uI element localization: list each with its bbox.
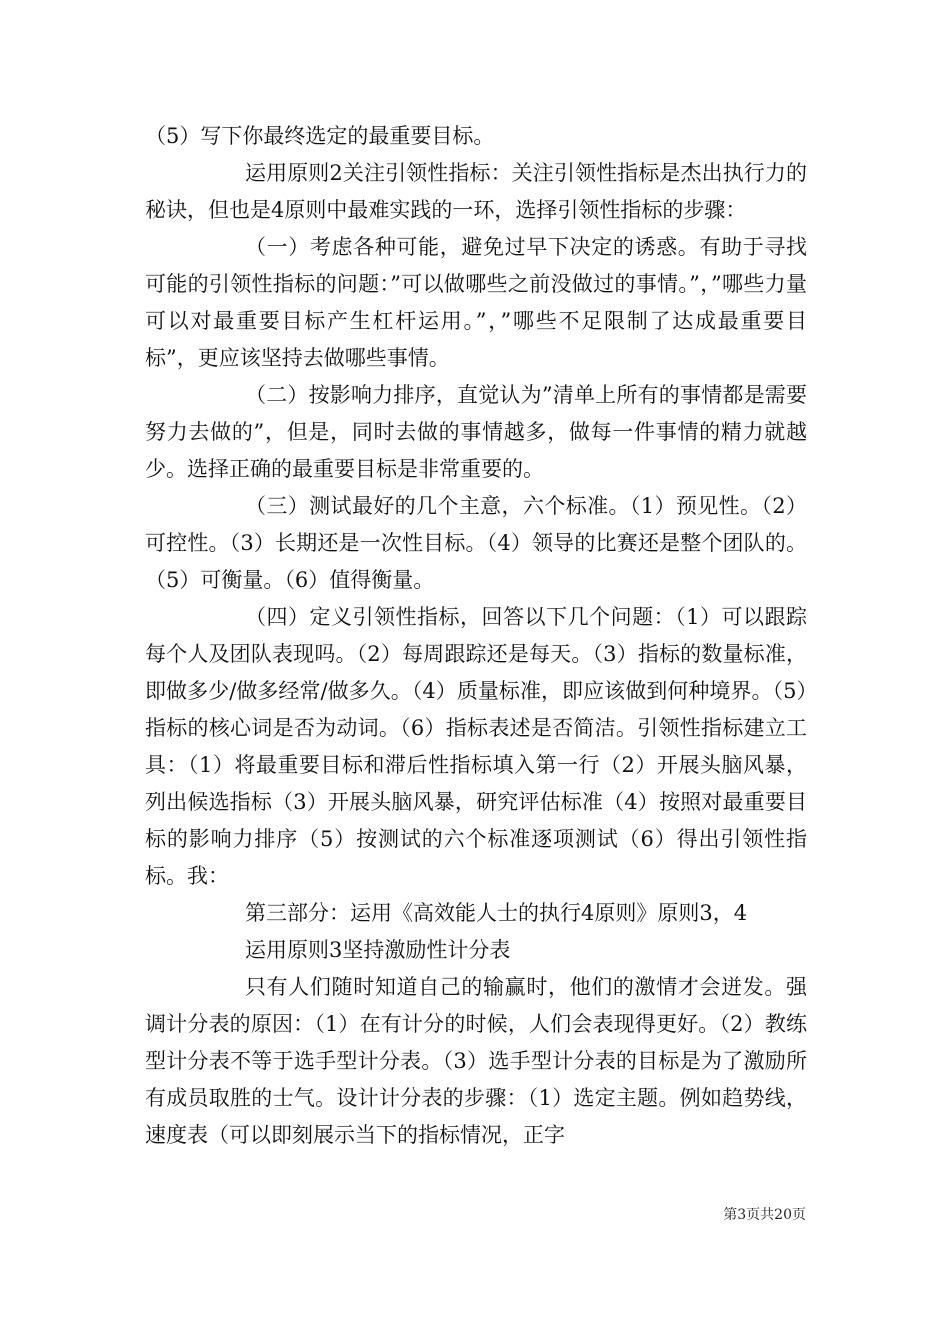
paragraph-principle-3-heading: 运用原则3坚持激励性计分表 [245,938,511,962]
paragraph-step-three: （三）测试最好的几个主意，六个标准。（1）预见性。（2）可控性。（3）长期还是一次性目标。（4）领导的比赛还是整个团队的。（5）可衡量。（6）值得衡量。 [145,494,807,592]
paragraph-principle-2-intro: 运用原则2关注引领性指标：关注引领性指标是杰出执行力的秘诀，但也是4原则中最难实践的一环，选择引领性指标的步骤： [145,161,807,222]
paragraph-step-four: （四）定义引领性指标，回答以下几个问题：（1）可以跟踪每个人及团队表现吗。（2）每周跟踪还是每天。（3）指标的数量标准，即做多少/做多经常/做多久。（4）质量标准，即应该做到何种境界。（5）指标的核心词是否为动词。（6）指标表述是否简洁。引领性指标建立工具：（1）将最重要目标和滞后性指标填入第一行（2）开展头脑风暴，列出候选指标（3）开展头脑风暴，研究评估标准（4）按照对最重要目标的影响力排序（5）按测试的六个标准逐项测试（6）得出引领性指标。我： [145,605,807,888]
document-body [145,118,807,1154]
paragraph-step-5-result: （5）写下你最终选定的最重要目标。 [145,124,495,148]
paragraph-part-three-heading: 第三部分：运用《高效能人士的执行4原则》原则3，4 [245,901,748,925]
paragraph-step-two: （二）按影响力排序，直觉认为”清单上所有的事情都是需要努力去做的”，但是，同时去做的事情越多，做每一件事情的精力就越少。选择正确的最重要目标是非常重要的。 [145,383,807,481]
paragraph-scoreboard-body: 只有人们随时知道自己的输赢时，他们的激情才会迸发。强调计分表的原因：（1）在有计分的时候，人们会表现得更好。（2）教练型计分表不等于选手型计分表。（3）选手型计分表的目标是为了激励所有成员取胜的士气。设计计分表的步骤：（1）选定主题。例如趋势线，速度表（可以即刻展示当下的指标情况，正字 [145,975,807,1147]
page-number-footer: 第3页共20页 [723,1207,806,1223]
paragraph-step-one: （一）考虑各种可能，避免过早下决定的诱惑。有助于寻找可能的引领性指标的问题：”可以做哪些之前没做过的事情。”，”哪些力量可以对最重要目标产生杠杆运用。”，”哪些不足限制了达成最重要目标”，更应该坚持去做哪些事情。 [145,235,807,370]
